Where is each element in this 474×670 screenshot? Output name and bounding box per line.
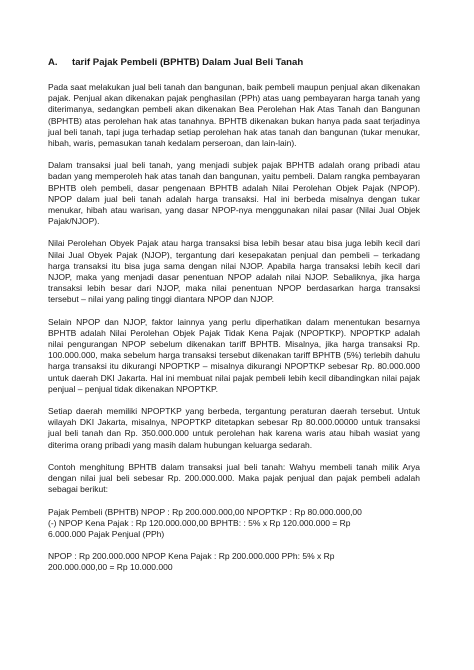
paragraph-subjek-pajak: Dalam transaksi jual beli tanah, yang menjadi subjek pajak BPHTB adalah orang pribadi atau badan yang memperoleh hak atas tanah dan bangunan, yaitu pembeli. Dalam rangka pembayaran BPHTB oleh pembeli, dasar pengenaan BPHTB adalah Nilai Perolehan Objek Pajak (NPOP). NPOP dalam jual beli tanah adalah harga transaksi. Hal ini berbeda misalnya dengan tukar menukar, hibah atau warisan, yang dasar NPOP-nya menggunakan nilai pasar (Nilai Jual Objek Pajak/NJOP). (48, 160, 420, 227)
paragraph-npoptkp: Selain NPOP dan NJOP, faktor lainnya yang perlu diperhatikan dalam menentukan besarnya BPHTB adalah Nilai Perolehan Objek Pajak Tidak Kena Pajak (NPOPTKP). NPOPTKP adalah nilai pengurangan NPOP sebelum dikenakan tariff BPHTB. Misalnya, jika harga transaksi Rp. 100.000.000, maka sebelum harga transaksi tersebut dikenakan tariff BPHTB (5%) terlebih dahulu harga transaksi itu dikurangi NPOPTKP – misalnya dikurangi NPOPTKP sebesar Rp. 80.000.000 untuk daerah DKI Jakarta. Hal ini membuat nilai pajak pembeli lebih kecil dibandingkan nilai pajak penjual – penjual tidak dikenakan NPOPTKP. (48, 316, 420, 394)
paragraph-npop-njop: Nilai Perolehan Obyek Pajak atau harga transaksi bisa lebih besar atau bisa juga lebih kecil dari Nilai Jual Obyek Pajak (NJOP), tergantung dari kesepakatan penjual dan pembeli – terkadang harga transaksi itu bisa juga sama dengan nilai NJOP. Apabila harga transaksi lebih kecil dari NJOP, maka yang menjadi dasar penentuan NPOP adalah nilai NJOP. Sebaliknya, jika harga transaksi lebih besar dari NJOP, maka nilai penentuan NPOP berdasarkan harga transaksi tersebut – nilai yang paling tinggi diantara NPOP dan NJOP. (48, 238, 420, 305)
section-number: A. (48, 57, 58, 68)
paragraph-daerah: Setiap daerah memiliki NPOPTKP yang berbeda, tergantung peraturan daerah tersebut. Untuk wilayah DKI Jakarta, misalnya, NPOPTKP ditetapkan sebesar Rp 80.000.00000 untuk transaksi jual beli tanah dan Rp. 350.000.000 untuk perolehan hak karena waris atau hibah wasiat yang diterima orang pribadi yang masih dalam hubungan keluarga sedarah. (48, 406, 420, 450)
calculation-bphtb (48, 507, 420, 541)
section-heading (48, 56, 420, 69)
paragraph-contoh: Contoh menghitung BPHTB dalam transaksi jual beli tanah: Wahyu membeli tanah milik Arya dengan nilai jual beli sebesar Rp. 200.000.000. Maka pajak penjual dan pajak pembeli adalah sebagai berikut: (48, 461, 420, 495)
calc-line: (-) NPOP Kena Pajak : Rp 120.000.000,00 BPHTB: : 5% x Rp 120.000.000 = Rp (48, 517, 351, 528)
calc-line: NPOP : Rp 200.000.000 NPOP Kena Pajak : Rp 200.000.000 PPh: 5% x Rp (48, 551, 335, 562)
calculation-pph (48, 551, 420, 573)
document-page (48, 56, 420, 585)
calc-line: 200.000.000,00 = Rp 10.000.000 (48, 562, 173, 573)
section-title: tarif Pajak Pembeli (BPHTB) Dalam Jual Beli Tanah (72, 57, 304, 68)
calc-line: 6.000.000 Pajak Penjual (PPh) (48, 528, 165, 539)
paragraph-intro: Pada saat melakukan jual beli tanah dan bangunan, baik pembeli maupun penjual akan dikenakan pajak. Penjual akan dikenakan pajak penghasilan (PPh) atas uang pembayaran harga tanah yang diterimanya, sedangkan pembeli akan dikenakan Bea Perolehan Hak Atas Tanah dan Bangunan (BPHTB) atas perolehan hak atas tanahnya. BPHTB dikenakan bukan hanya pada saat terjadinya jual beli tanah, tapi juga terhadap setiap perolehan hak atas tanah dan bangunan (tukar menukar, hibah, waris, pemasukan tanah kedalam perseroan, dan lain-lain). (48, 82, 420, 149)
calc-line: Pajak Pembeli (BPHTB) NPOP : Rp 200.000.000,00 NPOPTKP : Rp 80.000.000,00 (48, 506, 362, 517)
